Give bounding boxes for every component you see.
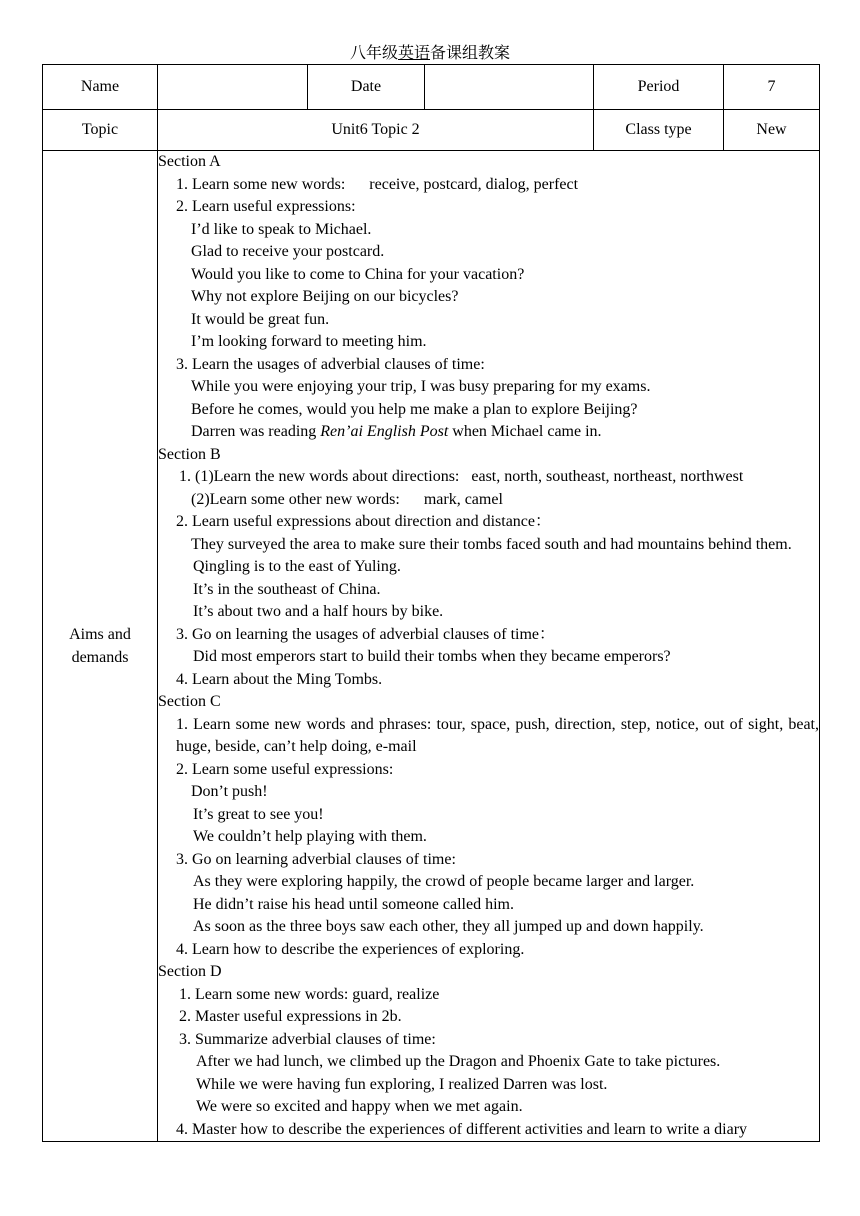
section-a-example [158, 421, 819, 444]
date-value [425, 65, 594, 110]
section-b-item-1-sub-label: (2)Learn some other new words: [191, 490, 400, 508]
section-a-heading: Section A [158, 153, 221, 170]
section-a-expression: Why not explore Beijing on our bicycles? [191, 288, 459, 305]
section-c-item-2: 2. Learn some useful expressions: [176, 760, 394, 778]
name-value [158, 65, 308, 110]
aims-label [43, 151, 158, 1142]
aims-row [43, 151, 820, 1142]
section-d-item-1: 1. Learn some new words: guard, realize [179, 985, 440, 1003]
section-a-expression: It would be great fun. [191, 310, 330, 328]
section-a-expression: Glad to receive your postcard. [191, 243, 385, 260]
section-b-expression: Qingling is to the east of Yuling. [193, 558, 401, 575]
section-b-example: Did most emperors start to build their tombs when they became emperors? [193, 648, 671, 665]
section-b-heading: Section B [158, 445, 221, 463]
example-text: Darren was reading [191, 423, 321, 440]
section-d-heading: Section D [158, 963, 222, 980]
topic-value: Unit6 Topic 2 [158, 110, 594, 151]
section-d-item-4: 4. Master how to describe the experiences of different activities and learn to write a diary [176, 1120, 748, 1138]
section-c-example: As they were exploring happily, the crowd of people became larger and larger. [193, 873, 695, 890]
title-suffix: 备课组教案 [430, 43, 511, 62]
date-label: Date [308, 65, 425, 110]
section-c-example: He didn’t raise his head until someone called him. [193, 895, 514, 913]
section-b-item-1-words: east, north, southeast, northeast, northwest [471, 468, 744, 485]
aims-label-line-1: Aims and [69, 626, 131, 643]
section-a-expression: I’d like to speak to Michael. [191, 220, 372, 238]
section-b-expression: They surveyed the area to make sure their tombs faced south and had mountains behind them. [191, 535, 792, 553]
section-c-expression: We couldn’t help playing with them. [193, 828, 427, 845]
section-b-item-1-sub [158, 489, 819, 512]
period-value: 7 [724, 65, 820, 110]
section-a-item-1-label: 1. Learn some new words: [176, 175, 346, 193]
section-b-item-2: 2. Learn useful expressions about direction and distance： [176, 513, 552, 530]
info-row-1 [43, 65, 820, 110]
publication-title: Ren’ai English Post [320, 423, 449, 440]
section-d-example: After we had lunch, we climbed up the Dragon and Phoenix Gate to take pictures. [196, 1053, 721, 1070]
period-label: Period [594, 65, 724, 110]
section-c-item-1: 1. Learn some new words and phrases: tour, space, push, direction, step, notice, out of sight, beat, huge, beside, can’t help doing, e-mail [176, 715, 819, 755]
section-d-item-3: 3. Summarize adverbial clauses of time: [179, 1030, 436, 1048]
title-subject: 英语 [397, 43, 430, 62]
title-prefix: 八年级 [349, 43, 398, 62]
section-b-expression: It’s in the southeast of China. [193, 580, 381, 598]
info-row-2 [43, 110, 820, 151]
section-a-item-3: 3. Learn the usages of adverbial clauses of time: [176, 355, 485, 373]
section-b-item-1 [158, 466, 819, 489]
example-text: when Michael came in. [448, 423, 602, 440]
lesson-plan-table [42, 64, 820, 1142]
section-c-item-4: 4. Learn how to describe the experiences of exploring. [176, 940, 525, 958]
section-b-item-4: 4. Learn about the Ming Tombs. [176, 670, 383, 688]
section-c-heading: Section C [158, 693, 221, 710]
section-a-item-1-words: receive, postcard, dialog, perfect [369, 175, 579, 193]
section-b-item-3: 3. Go on learning the usages of adverbial clauses of time： [176, 625, 556, 643]
section-a-example: Before he comes, would you help me make a plan to explore Beijing? [191, 400, 638, 418]
topic-label: Topic [43, 110, 158, 151]
aims-label-line-2: demands [71, 649, 129, 666]
section-a-item-2: 2. Learn useful expressions: [176, 198, 356, 215]
section-c-item-3: 3. Go on learning adverbial clauses of time: [176, 850, 456, 868]
section-c-expression: It’s great to see you! [193, 805, 324, 823]
section-d-example: We were so excited and happy when we met again. [196, 1098, 523, 1115]
section-d-example: While we were having fun exploring, I realized Darren was lost. [196, 1075, 608, 1093]
section-a-item-1 [158, 174, 819, 197]
name-label: Name [43, 65, 158, 110]
section-a-expression: I’m looking forward to meeting him. [191, 333, 427, 350]
section-b-item-1-sub-words: mark, camel [423, 490, 503, 508]
section-c-expression: Don’t push! [191, 783, 268, 800]
section-a-expression: Would you like to come to China for your vacation? [191, 265, 525, 283]
aims-content [158, 151, 820, 1142]
section-b-item-1-label: 1. (1)Learn the new words about directions: [179, 468, 460, 485]
document-title [0, 42, 860, 64]
section-b-expression: It’s about two and a half hours by bike. [193, 603, 444, 620]
section-d-item-2: 2. Master useful expressions in 2b. [179, 1008, 402, 1025]
section-c-example: As soon as the three boys saw each other, they all jumped up and down happily. [193, 918, 704, 935]
class-type-value: New [724, 110, 820, 151]
class-type-label: Class type [594, 110, 724, 151]
section-a-example: While you were enjoying your trip, I was busy preparing for my exams. [191, 378, 651, 395]
